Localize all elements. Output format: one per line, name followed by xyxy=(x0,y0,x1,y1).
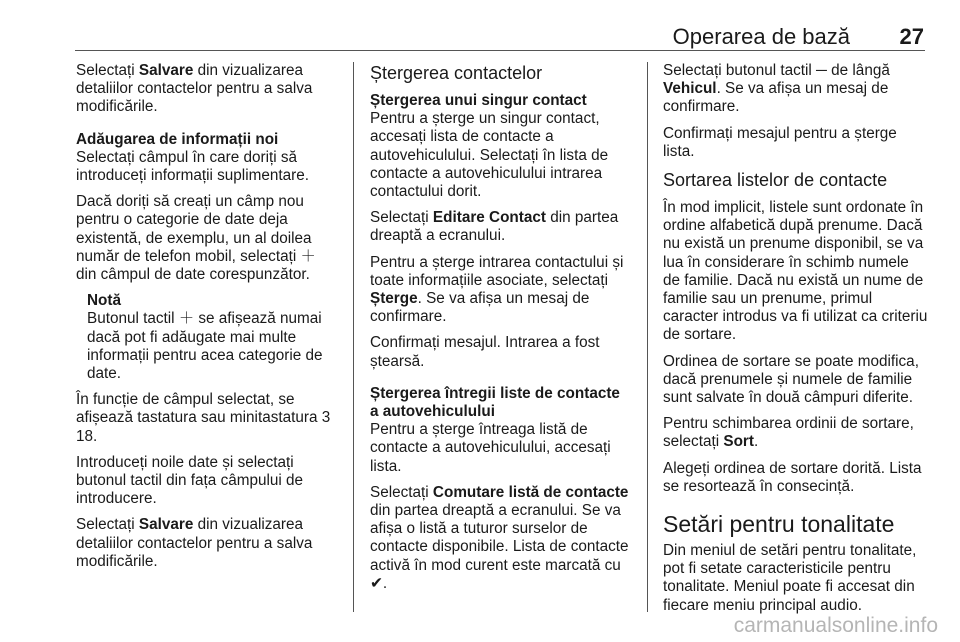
note-box xyxy=(87,292,338,383)
header-rule xyxy=(75,50,925,51)
subheading-whole-list: Ștergerea întregii liste de contacte a autovehiculului xyxy=(370,384,620,421)
paragraph: Alegeți ordinea de sortare dorită. Lista se resortează în consecință. xyxy=(663,459,922,495)
paragraph: Pentru a șterge un singur contact, accesați lista de contacte a autovehiculului. Selectați în lista de contacte a autovehiculului intrarea contactului dorit. xyxy=(370,110,609,201)
note-title: Notă xyxy=(87,292,121,310)
paragraph: Selectați Editare Contact din partea dreaptă a ecranului. xyxy=(370,209,619,245)
note-text: Butonul tactil ＋ se afișează numai dacă pot fi adăugate mai multe informații pentru acea categorie de date. xyxy=(87,310,323,383)
paragraph: Selectați Salvare din vizualizarea detaliilor contactelor pentru a salva modificările. xyxy=(76,516,313,570)
page-number: 27 xyxy=(899,24,924,49)
paragraph: Selectați Comutare listă de contacte din partea dreaptă a ecranului. Se va afișa o listă a tuturor surselor de contacte disponibile. Lista de contacte activă în mod curent este marcată cu ✔. xyxy=(370,483,629,592)
page-header xyxy=(0,10,960,50)
paragraph: Dacă doriți să creați un câmp nou pentru o categorie de date deja existentă, de exemplu, un al doilea număr de telefon mobil, selectați ＋ din câmpul de date corespunzător. xyxy=(76,193,316,284)
paragraph: Selectați Salvare din vizualizarea detaliilor contactelor pentru a salva modificările. xyxy=(76,62,313,116)
column-divider-2 xyxy=(647,62,648,612)
paragraph: În funcție de câmpul selectat, se afișează tastatura sau minitastatura 3 18. xyxy=(76,391,331,445)
paragraph: Confirmați mesajul pentru a șterge lista. xyxy=(663,124,897,160)
paragraph: Selectați butonul tactil ─ de lângă Vehicul. Se va afișa un mesaj de confirmare. xyxy=(663,62,890,116)
heading-delete-contacts: Ștergerea contactelor xyxy=(370,63,543,83)
paragraph: Pentru schimbarea ordinii de sortare, selectați Sort. xyxy=(663,415,914,451)
subheading-single-contact: Ștergerea unui singur contact xyxy=(370,92,587,109)
column-3 xyxy=(663,62,928,623)
paragraph: Din meniul de setări pentru tonalitate, pot fi setate caracteristicile pentru tonalitate. Meniul poate fi accesat din fiecare meniu principal audio. xyxy=(663,542,917,614)
watermark: carmanualsonline.info xyxy=(733,614,938,637)
paragraph: Selectați câmpul în care doriți să introduceți informații suplimentare. xyxy=(76,148,309,185)
column-2 xyxy=(370,62,632,601)
subheading-add-info: Adăugarea de informații noi xyxy=(76,130,279,148)
column-divider-1 xyxy=(353,62,354,612)
heading-tone-settings: Setări pentru tonalitate xyxy=(663,511,895,538)
page-title: Operarea de bază xyxy=(672,24,850,49)
paragraph: În mod implicit, listele sunt ordonate în ordine alfabetică după prenume. Dacă nu există un prenume disponibil, se va lua în considerare în schimb numele de familie. Dacă nu există un nume de familie sau un prenume, primul caracter introdus va fi utilizat ca criteriu de sortare. xyxy=(663,199,928,344)
paragraph: Ordinea de sortare se poate modifica, dacă prenumele și numele de familie sunt salvate în două câmpuri diferite. xyxy=(663,352,919,407)
paragraph: Introduceți noile date și selectați butonul tactil din fața câmpului de introducere. xyxy=(76,453,304,508)
heading-sort-contacts: Sortarea listelor de contacte xyxy=(663,170,888,191)
column-1 xyxy=(76,62,338,579)
paragraph: Pentru a șterge întreaga listă de contacte a autovehiculului, accesați lista. xyxy=(370,421,611,475)
paragraph: Pentru a șterge intrarea contactului și toate informațiile asociate, selectați Șterge. Se va afișa un mesaj de confirmare. xyxy=(370,253,624,326)
paragraph: Confirmați mesajul. Intrarea a fost ștearsă. xyxy=(370,334,600,370)
